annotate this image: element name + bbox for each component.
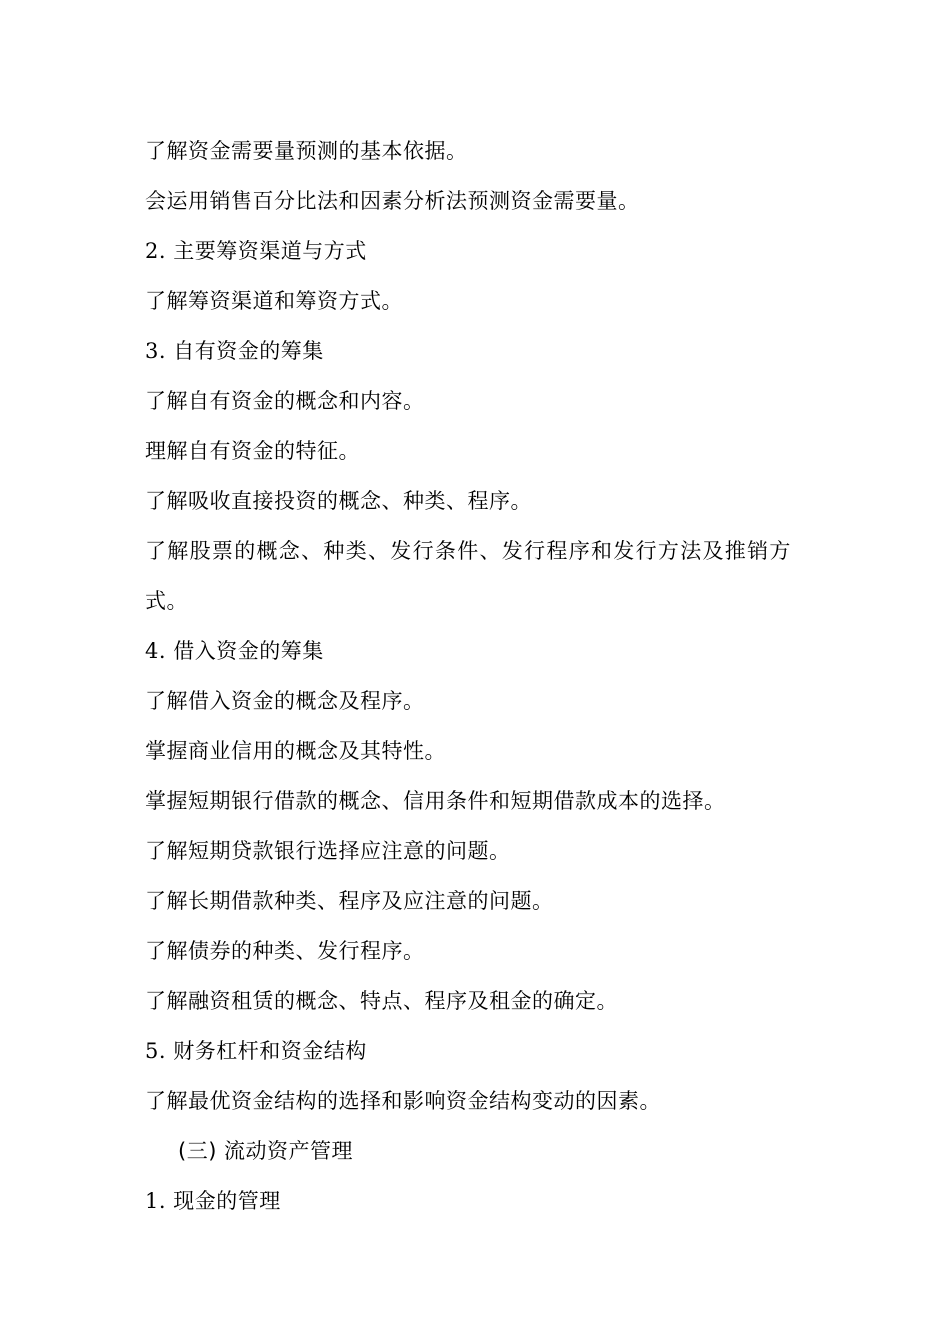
text-line: 掌握短期银行借款的概念、信用条件和短期借款成本的选择。 bbox=[145, 789, 726, 813]
section-heading: 3. 自有资金的筹集 bbox=[145, 339, 324, 363]
text-line-continuation: 式。 bbox=[145, 589, 188, 613]
subsection-heading: (三) 流动资产管理 bbox=[178, 1139, 354, 1163]
text-line: 了解筹资渠道和筹资方式。 bbox=[145, 289, 403, 313]
text-line: 了解借入资金的概念及程序。 bbox=[145, 689, 425, 713]
text-line: 了解融资租赁的概念、特点、程序及租金的确定。 bbox=[145, 989, 618, 1013]
text-line: 了解债券的种类、发行程序。 bbox=[145, 939, 425, 963]
section-heading: 1. 现金的管理 bbox=[145, 1189, 281, 1213]
section-heading: 5. 财务杠杆和资金结构 bbox=[145, 1039, 367, 1063]
text-line: 了解长期借款种类、程序及应注意的问题。 bbox=[145, 889, 554, 913]
text-line: 了解短期贷款银行选择应注意的问题。 bbox=[145, 839, 511, 863]
section-heading: 4. 借入资金的筹集 bbox=[145, 639, 324, 663]
document-body bbox=[145, 126, 815, 1226]
text-line: 了解资金需要量预测的基本依据。 bbox=[145, 139, 468, 163]
text-line: 了解最优资金结构的选择和影响资金结构变动的因素。 bbox=[145, 1089, 661, 1113]
text-line: 了解自有资金的概念和内容。 bbox=[145, 389, 425, 413]
text-line: 了解吸收直接投资的概念、种类、程序。 bbox=[145, 489, 532, 513]
text-line: 了解股票的概念、种类、发行条件、发行程序和发行方法及推销方 bbox=[145, 539, 792, 563]
text-line: 会运用销售百分比法和因素分析法预测资金需要量。 bbox=[145, 189, 640, 213]
section-heading: 2. 主要筹资渠道与方式 bbox=[145, 239, 367, 263]
text-line: 掌握商业信用的概念及其特性。 bbox=[145, 739, 446, 763]
text-line: 理解自有资金的特征。 bbox=[145, 439, 360, 463]
